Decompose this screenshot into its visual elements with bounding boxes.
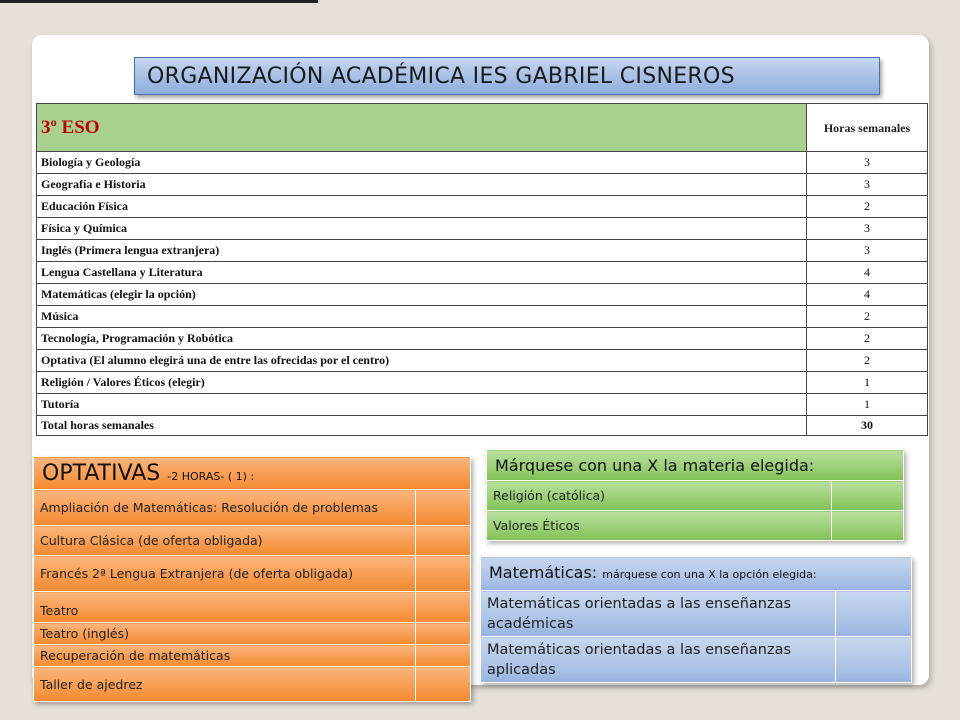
matematicas-subtitle: márquese con una X la opción elegida: bbox=[602, 567, 817, 581]
page-title: ORGANIZACIÓN ACADÉMICA IES GABRIEL CISNEROS bbox=[134, 57, 880, 95]
table-row bbox=[37, 218, 928, 240]
table-row bbox=[37, 152, 928, 174]
total-hours: 30 bbox=[807, 416, 928, 436]
matematicas-row bbox=[481, 591, 912, 637]
optativa-label: Ampliación de Matemáticas: Resolución de problemas bbox=[34, 490, 416, 526]
subject-name: Lengua Castellana y Literatura bbox=[37, 262, 807, 284]
optativa-label: Taller de ajedrez bbox=[34, 667, 416, 702]
subject-name: Matemáticas (elegir la opción) bbox=[37, 284, 807, 306]
subject-name: Optativa (El alumno elegirá una de entre las ofrecidas por el centro) bbox=[37, 350, 807, 372]
subject-name: Tutoría bbox=[37, 394, 807, 416]
religion-box bbox=[486, 449, 904, 540]
matematicas-label: Matemáticas orientadas a las enseñanzas aplicadas bbox=[481, 637, 836, 683]
optativa-label: Teatro (inglés) bbox=[34, 623, 416, 645]
optativa-checkbox[interactable] bbox=[416, 592, 471, 623]
optativa-checkbox[interactable] bbox=[416, 667, 471, 702]
subject-name: Tecnología, Programación y Robótica bbox=[37, 328, 807, 350]
optativa-row bbox=[34, 645, 471, 667]
optativa-label: Recuperación de matemáticas bbox=[34, 645, 416, 667]
optativa-checkbox[interactable] bbox=[416, 645, 471, 667]
optativa-label: Teatro bbox=[34, 592, 416, 623]
table-row bbox=[37, 350, 928, 372]
matematicas-header bbox=[481, 557, 912, 591]
subject-name: Música bbox=[37, 306, 807, 328]
optativa-row bbox=[34, 667, 471, 702]
subject-name: Inglés (Primera lengua extranjera) bbox=[37, 240, 807, 262]
subject-name: Educación Física bbox=[37, 196, 807, 218]
religion-row bbox=[487, 481, 904, 511]
optativas-header bbox=[34, 457, 471, 490]
subject-hours: 3 bbox=[807, 218, 928, 240]
optativa-row bbox=[34, 623, 471, 645]
optativa-row bbox=[34, 490, 471, 526]
subject-hours: 2 bbox=[807, 328, 928, 350]
subject-hours: 2 bbox=[807, 306, 928, 328]
religion-checkbox[interactable] bbox=[832, 481, 904, 511]
top-rule bbox=[0, 0, 318, 3]
total-row bbox=[37, 416, 928, 436]
matematicas-box bbox=[480, 556, 912, 682]
table-row bbox=[37, 394, 928, 416]
optativas-title: OPTATIVAS bbox=[42, 460, 161, 486]
subject-hours: 3 bbox=[807, 240, 928, 262]
matematicas-title: Matemáticas: bbox=[489, 562, 598, 582]
matematicas-checkbox[interactable] bbox=[836, 637, 912, 683]
subject-name: Física y Química bbox=[37, 218, 807, 240]
table-row bbox=[37, 328, 928, 350]
religion-row bbox=[487, 511, 904, 541]
religion-label: Valores Éticos bbox=[487, 511, 832, 541]
religion-checkbox[interactable] bbox=[832, 511, 904, 541]
table-row bbox=[37, 240, 928, 262]
optativas-subtitle: -2 HORAS- ( 1) : bbox=[167, 469, 255, 483]
optativa-label: Cultura Clásica (de oferta obligada) bbox=[34, 526, 416, 556]
subject-hours: 4 bbox=[807, 262, 928, 284]
table-row bbox=[37, 306, 928, 328]
subject-name: Geografía e Historia bbox=[37, 174, 807, 196]
total-label: Total horas semanales bbox=[37, 416, 807, 436]
optativa-checkbox[interactable] bbox=[416, 623, 471, 645]
subject-name: Biología y Geología bbox=[37, 152, 807, 174]
optativa-row bbox=[34, 526, 471, 556]
subject-hours: 1 bbox=[807, 394, 928, 416]
matematicas-checkbox[interactable] bbox=[836, 591, 912, 637]
optativa-label: Francés 2ª Lengua Extranjera (de oferta obligada) bbox=[34, 556, 416, 592]
optativa-checkbox[interactable] bbox=[416, 526, 471, 556]
hours-header: Horas semanales bbox=[807, 104, 928, 152]
religion-label: Religión (católica) bbox=[487, 481, 832, 511]
subject-hours: 2 bbox=[807, 196, 928, 218]
religion-header: Márquese con una X la materia elegida: bbox=[487, 450, 904, 481]
subject-hours: 3 bbox=[807, 152, 928, 174]
optativas-box bbox=[33, 456, 471, 701]
table-header-row bbox=[37, 104, 928, 152]
table-row bbox=[37, 174, 928, 196]
subject-name: Religión / Valores Éticos (elegir) bbox=[37, 372, 807, 394]
optativa-checkbox[interactable] bbox=[416, 490, 471, 526]
subject-hours: 1 bbox=[807, 372, 928, 394]
subject-hours: 3 bbox=[807, 174, 928, 196]
table-row bbox=[37, 284, 928, 306]
table-row bbox=[37, 262, 928, 284]
course-label: 3º ESO bbox=[37, 104, 807, 152]
matematicas-row bbox=[481, 637, 912, 683]
optativa-checkbox[interactable] bbox=[416, 556, 471, 592]
optativa-row bbox=[34, 592, 471, 623]
subject-hours: 4 bbox=[807, 284, 928, 306]
subject-hours: 2 bbox=[807, 350, 928, 372]
table-row bbox=[37, 372, 928, 394]
matematicas-label: Matemáticas orientadas a las enseñanzas académicas bbox=[481, 591, 836, 637]
optativa-row bbox=[34, 556, 471, 592]
table-row bbox=[37, 196, 928, 218]
subjects-table bbox=[36, 103, 928, 436]
